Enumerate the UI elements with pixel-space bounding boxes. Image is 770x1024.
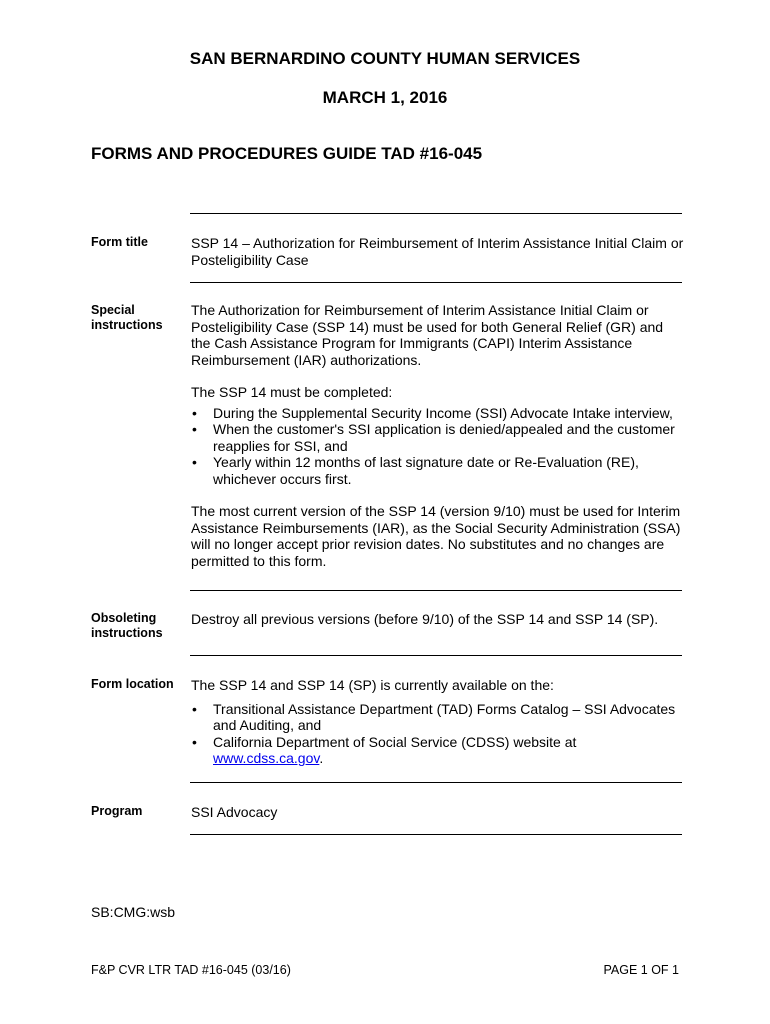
cdss-website-link[interactable]: www.cdss.ca.gov — [213, 750, 320, 766]
agency-title: SAN BERNARDINO COUNTY HUMAN SERVICES — [189, 49, 581, 68]
divider — [190, 655, 682, 656]
obsoleting-text: Destroy all previous versions (before 9/10) of the SSP 14 and SSP 14 (SP). — [191, 611, 659, 627]
bullet-icon: • — [192, 404, 197, 421]
special-instructions-label: Special instructions — [91, 303, 163, 332]
bullet-icon: • — [192, 421, 197, 437]
initials: SB:CMG:wsb — [91, 904, 176, 920]
form-location-intro: The SSP 14 and SSP 14 (SP) is currently available on the: — [191, 677, 554, 693]
form-title-text: SSP 14 – Authorization for Reimbursement of Interim Assistance Initial Claim or Posteligibility Case — [191, 235, 684, 268]
special-para-1: The Authorization for Reimbursement of Interim Assistance Initial Claim or Posteligibility Case (SSP 14) must be used for both General Relief (GR) and the Cash Assistance Program for Immigrants (CAPI) Interim Assistance Reimbursement (IAR) authorizations. — [191, 302, 664, 368]
special-para-3: The most current version of the SSP 14 (version 9/10) must be used for Interim Assistance Reimbursements (IAR), as the Social Security Administration (SSA) will no longer accept prior revision dates. No substitutes and no changes are permitted to this form. — [191, 503, 681, 569]
program-label: Program — [91, 804, 143, 818]
bullet-icon: • — [192, 733, 197, 750]
footer-page-number: PAGE 1 OF 1 — [603, 963, 679, 977]
list-item: • When the customer's SSI application is denied/appealed and the customer reapplies for SSI, and — [192, 421, 675, 454]
guide-title: FORMS AND PROCEDURES GUIDE TAD #16-045 — [91, 144, 483, 163]
obsoleting-label: Obsoleting instructions — [91, 611, 163, 640]
list-item: • Transitional Assistance Department (TAD) Forms Catalog – SSI Advocates and Auditing, and — [192, 700, 676, 733]
list-item: • During the Supplemental Security Income (SSI) Advocate Intake interview, — [192, 404, 673, 421]
list-item: • California Department of Social Service (CDSS) website at www.cdss.ca.gov. — [192, 733, 577, 766]
special-instructions-body — [191, 302, 686, 569]
bullet-icon: • — [192, 454, 197, 470]
divider — [190, 782, 682, 783]
divider — [190, 590, 682, 591]
program-text: SSI Advocacy — [191, 804, 278, 820]
footer-form-code: F&P CVR LTR TAD #16-045 (03/16) — [91, 963, 291, 977]
form-location-list — [191, 701, 686, 767]
form-location-label: Form location — [91, 677, 174, 691]
form-location-body — [191, 677, 686, 767]
divider — [190, 282, 682, 283]
divider — [190, 834, 682, 835]
form-title-label: Form title — [91, 235, 148, 249]
special-bullet-list — [191, 405, 686, 488]
bullet-icon: • — [192, 700, 197, 717]
special-para-2: The SSP 14 must be completed: — [191, 384, 393, 400]
list-item: • Yearly within 12 months of last signature date or Re-Evaluation (RE), whichever occurs first. — [192, 454, 639, 487]
memo-date: MARCH 1, 2016 — [322, 88, 448, 107]
divider — [190, 213, 682, 214]
